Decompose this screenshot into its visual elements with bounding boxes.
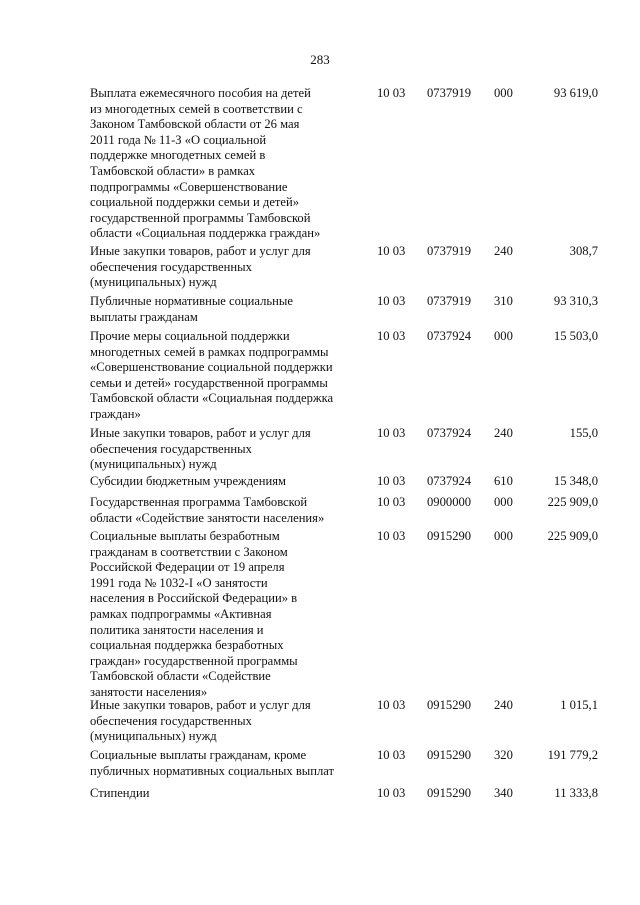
row-amount: 11 333,8 bbox=[554, 786, 598, 800]
row-amount: 93 310,3 bbox=[553, 294, 598, 308]
row-code: 0915290 bbox=[427, 786, 472, 800]
row-section: 10 03 bbox=[377, 294, 406, 308]
row-amount: 93 619,0 bbox=[553, 86, 598, 100]
table-row bbox=[90, 786, 600, 806]
row-type: 610 bbox=[494, 474, 513, 488]
row-name: Государственная программа Тамбовской области «Содействие занятости населения» bbox=[90, 495, 325, 525]
row-section: 10 03 bbox=[377, 329, 406, 343]
row-type: 310 bbox=[494, 294, 513, 308]
row-amount: 155,0 bbox=[569, 426, 598, 440]
row-code: 0900000 bbox=[427, 495, 472, 509]
row-amount: 15 348,0 bbox=[553, 474, 598, 488]
row-name: Социальные выплаты гражданам, кроме публичных нормативных социальных выплат bbox=[90, 748, 335, 778]
row-section: 10 03 bbox=[377, 529, 406, 543]
table-row bbox=[90, 86, 600, 244]
budget-table bbox=[90, 86, 600, 806]
row-code: 0737924 bbox=[427, 474, 472, 488]
row-code: 0915290 bbox=[427, 698, 472, 712]
row-code: 0737924 bbox=[427, 329, 472, 343]
row-type: 240 bbox=[494, 426, 513, 440]
table-row bbox=[90, 294, 600, 329]
row-name: Субсидии бюджетным учреждениям bbox=[90, 474, 286, 488]
row-section: 10 03 bbox=[377, 698, 406, 712]
row-type: 000 bbox=[494, 529, 513, 543]
row-code: 0737924 bbox=[427, 426, 472, 440]
table-row bbox=[90, 426, 600, 474]
row-type: 000 bbox=[494, 329, 513, 343]
table-row bbox=[90, 244, 600, 294]
row-type: 000 bbox=[494, 495, 513, 509]
row-name: Стипендии bbox=[90, 786, 150, 800]
row-section: 10 03 bbox=[377, 495, 406, 509]
table-row bbox=[90, 329, 600, 426]
row-name: Иные закупки товаров, работ и услуг для обеспечения государственных (муниципальных) нужд bbox=[90, 244, 311, 290]
row-type: 240 bbox=[494, 698, 513, 712]
row-type: 240 bbox=[494, 244, 513, 258]
row-section: 10 03 bbox=[377, 426, 406, 440]
row-code: 0737919 bbox=[427, 86, 472, 100]
row-name: Иные закупки товаров, работ и услуг для обеспечения государственных (муниципальных) нужд bbox=[90, 698, 311, 744]
row-name: Прочие меры социальной поддержки многодетных семей в рамках подпрограммы «Совершенствование социальной поддержки семьи и детей» государственной программы Тамбовской области «Социальная поддержка граждан» bbox=[90, 329, 334, 421]
row-name: Выплата ежемесячного пособия на детей из многодетных семей в соответствии с Законом Тамбовской области от 26 мая 2011 года № 11-З «О социальной поддержке многодетных семей в Тамбовской области» в рамках подпрограммы «Совершенствование социальной поддержки семьи и детей» государственной программы Тамбовской области «Социальная поддержка граждан» bbox=[90, 86, 321, 241]
table-row bbox=[90, 495, 600, 529]
row-amount: 15 503,0 bbox=[553, 329, 598, 343]
row-section: 10 03 bbox=[377, 786, 406, 800]
row-amount: 191 779,2 bbox=[547, 748, 598, 762]
row-name: Иные закупки товаров, работ и услуг для обеспечения государственных (муниципальных) нужд bbox=[90, 426, 311, 472]
table-row bbox=[90, 698, 600, 748]
row-section: 10 03 bbox=[377, 244, 406, 258]
row-name: Публичные нормативные социальные выплаты гражданам bbox=[90, 294, 293, 324]
row-code: 0737919 bbox=[427, 244, 472, 258]
row-code: 0915290 bbox=[427, 748, 472, 762]
row-amount: 225 909,0 bbox=[547, 495, 598, 509]
table-row bbox=[90, 474, 600, 495]
table-row bbox=[90, 529, 600, 698]
row-name: Социальные выплаты безработным гражданам в соответствии с Законом Российской Федерации от 19 апреля 1991 года № 1032-I «О занятости населения в Российской Федерации» в рамках подпрограммы «Активная политика занятости населения и социальная поддержка безработных граждан» государственной программы Тамбовской области «Содействие занятости населения» bbox=[90, 529, 298, 699]
row-section: 10 03 bbox=[377, 748, 406, 762]
row-code: 0737919 bbox=[427, 294, 472, 308]
row-type: 000 bbox=[494, 86, 513, 100]
row-type: 320 bbox=[494, 748, 513, 762]
row-type: 340 bbox=[494, 786, 513, 800]
row-code: 0915290 bbox=[427, 529, 472, 543]
row-amount: 308,7 bbox=[569, 244, 598, 258]
table-row bbox=[90, 748, 600, 786]
page-number: 283 bbox=[310, 52, 330, 67]
row-section: 10 03 bbox=[377, 474, 406, 488]
row-amount: 225 909,0 bbox=[547, 529, 598, 543]
row-amount: 1 015,1 bbox=[560, 698, 598, 712]
row-section: 10 03 bbox=[377, 86, 406, 100]
